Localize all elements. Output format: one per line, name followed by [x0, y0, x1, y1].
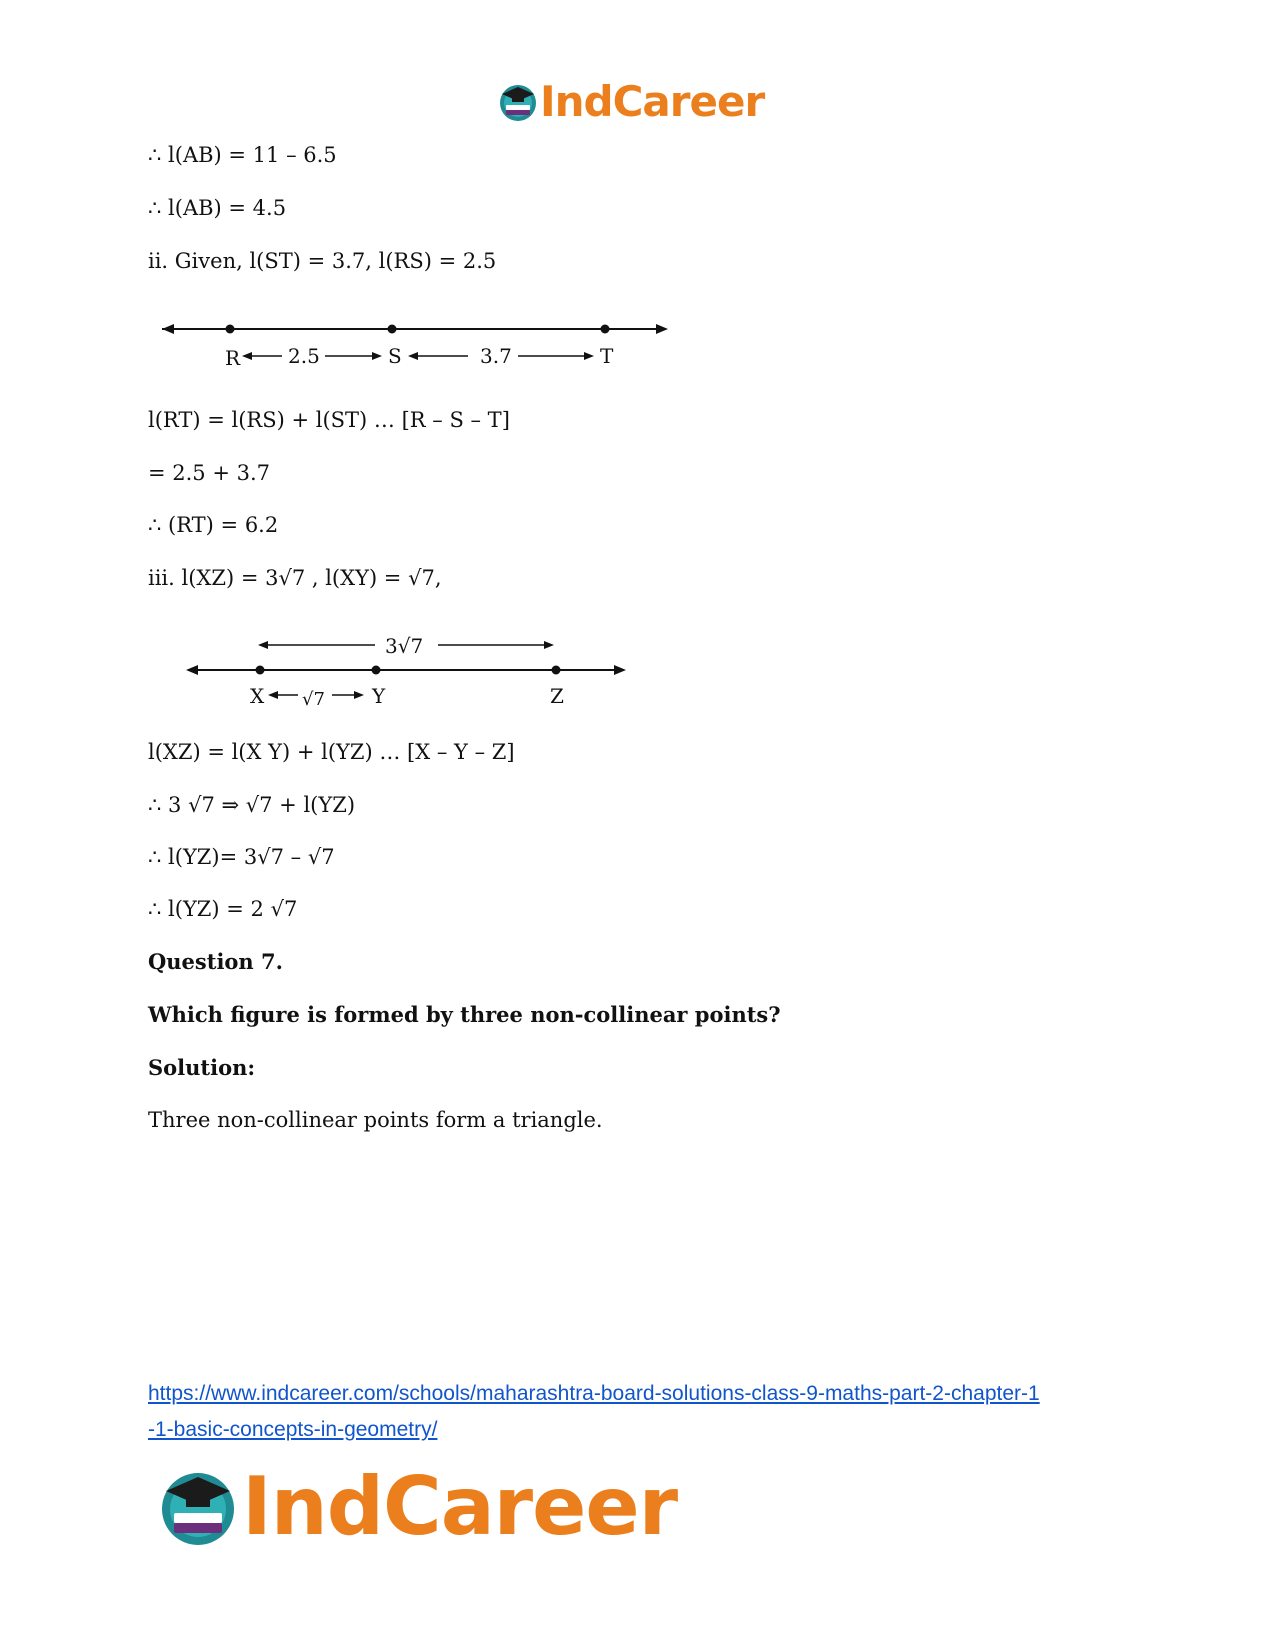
point-r	[226, 325, 235, 334]
header-logo	[498, 76, 764, 128]
solution-text: Three non-collinear points form a triangle.	[148, 1108, 603, 1132]
text-line: ∴ l(AB) = 4.5	[148, 196, 287, 220]
footer-logo-text: IndCareer	[242, 1460, 678, 1553]
label-y: Y	[372, 684, 386, 708]
footer-url-link-line1[interactable]: https://www.indcareer.com/schools/maharashtra-board-solutions-class-9-maths-part-2-chapter-1	[148, 1382, 1040, 1405]
point-s	[388, 325, 397, 334]
label-z: Z	[550, 684, 564, 708]
footer-logo	[158, 1462, 677, 1552]
segment-st-length: 3.7	[480, 344, 512, 368]
label-t: T	[600, 344, 614, 368]
text-line: l(XZ) = l(X Y) + l(YZ) … [X – Y – Z]	[148, 740, 515, 764]
text-line: ∴ l(YZ)= 3√7 – √7	[148, 845, 335, 869]
segment-rs-length: 2.5	[288, 344, 320, 368]
point-z	[552, 666, 561, 675]
label-s: S	[388, 344, 402, 368]
graduation-cap-books-icon	[158, 1467, 238, 1547]
text-line: ∴ l(AB) = 11 – 6.5	[148, 143, 337, 167]
header-logo-text: IndCareer	[540, 77, 765, 126]
footer-url-link-line2[interactable]: -1-basic-concepts-in-geometry/	[148, 1418, 438, 1441]
text-line: ii. Given, l(ST) = 3.7, l(RS) = 2.5	[148, 249, 497, 273]
text-line: ∴ 3 √7 ⇒ √7 + l(YZ)	[148, 793, 356, 817]
point-y	[372, 666, 381, 675]
label-x: X	[250, 684, 265, 708]
label-r: R	[225, 346, 241, 370]
solution-heading: Solution:	[148, 1055, 256, 1080]
text-line: ∴ l(YZ) = 2 √7	[148, 897, 298, 921]
point-t	[601, 325, 610, 334]
text-line: ∴ (RT) = 6.2	[148, 513, 279, 537]
question-text: Which figure is formed by three non-collinear points?	[148, 1002, 781, 1027]
segment-xy-length: √7	[302, 689, 325, 710]
graduation-cap-books-icon	[498, 82, 538, 122]
text-line: iii. l(XZ) = 3√7 , l(XY) = √7,	[148, 566, 442, 590]
text-line: = 2.5 + 3.7	[148, 461, 271, 485]
point-x	[256, 666, 265, 675]
text-line: l(RT) = l(RS) + l(ST) … [R – S – T]	[148, 408, 510, 432]
line-segment-diagram-rst	[150, 304, 680, 374]
footer-link-block	[148, 1376, 1128, 1448]
question-heading: Question 7.	[148, 949, 283, 974]
segment-xz-length: 3√7	[385, 634, 424, 658]
line-segment-diagram-xyz	[150, 625, 650, 715]
